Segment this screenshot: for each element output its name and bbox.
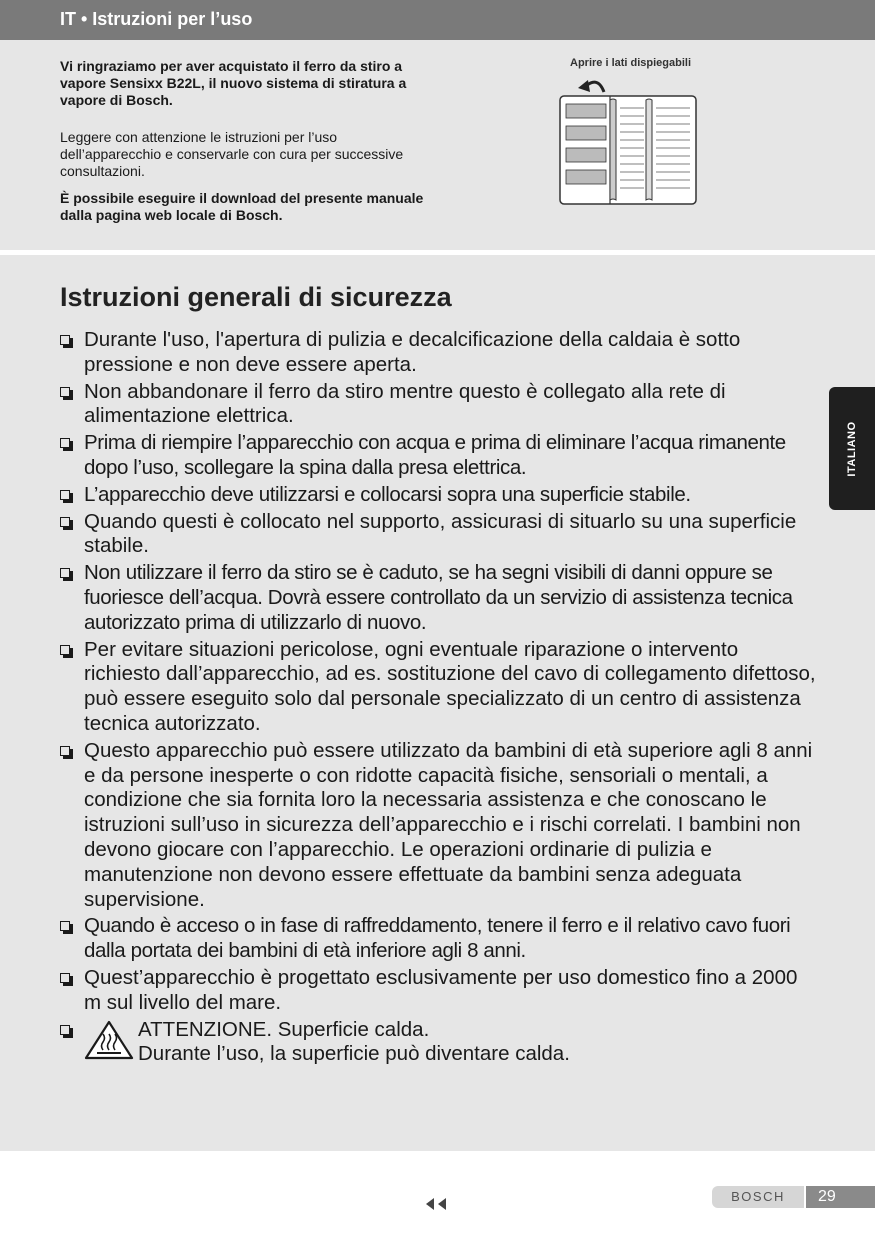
open-book-icon xyxy=(558,76,698,210)
fold-label: Aprire i lati dispiegabili xyxy=(570,57,692,69)
intro-read: Leggere con attenzione le istruzioni per l’uso dell’apparecchio e conservarle con cura per successive consultazioni. xyxy=(60,129,404,179)
checkbox-bullet-icon xyxy=(60,746,70,756)
warning-line-2: Durante l’uso, la superficie può diventare calda. xyxy=(138,1042,570,1066)
hot-surface-warning-icon xyxy=(84,1020,134,1060)
brand-box xyxy=(712,1186,804,1208)
warning-text xyxy=(138,1018,570,1068)
language-label: ITALIANO xyxy=(846,420,858,477)
list-item: Non utilizzare il ferro da stiro se è caduto, se ha segni visibili di danni oppure se fuoriesce dell’acqua. Dovrà essere controllato da un servizio di assistenza tecnica autorizzato prima di utilizzarlo di nuovo. xyxy=(60,561,820,635)
list-item: Quando è acceso o in fase di raffreddamento, tenere il ferro e il relativo cavo fuori dalla portata dei bambini di età inferiore agli 8 anni. xyxy=(60,914,820,964)
warning-item xyxy=(60,1018,820,1068)
list-item: Per evitare situazioni pericolose, ogni eventuale riparazione o intervento richiesto dall’apparecchio, ad es. sostituzione del cavo di collegamento difettoso, può essere eseguito solo dal personale specializzato di un centro di assistenza tecnica autorizzato. xyxy=(60,638,820,737)
list-item: Quest’apparecchio è progettato esclusivamente per uso domestico fino a 2000 m sul livello del mare. xyxy=(60,966,820,1016)
page-header-title: IT • Istruzioni per l’uso xyxy=(60,9,253,29)
page-number: 29 xyxy=(818,1188,836,1205)
checkbox-bullet-icon xyxy=(60,1025,70,1035)
page-number-box xyxy=(806,1186,875,1208)
checkbox-bullet-icon xyxy=(60,517,70,527)
checkbox-bullet-icon xyxy=(60,387,70,397)
list-item: Non abbandonare il ferro da stiro mentre questo è collegato alla rete di alimentazione elettrica. xyxy=(60,380,820,430)
brand-label: BOSCH xyxy=(731,1189,785,1204)
list-item: Quando questi è collocato nel supporto, assicurasi di situarlo su una superficie stabile. xyxy=(60,510,820,560)
warning-line-1: ATTENZIONE. Superficie calda. xyxy=(138,1017,430,1041)
intro-text xyxy=(60,58,430,234)
list-item: Prima di riempire l’apparecchio con acqua e prima di eliminare l’acqua rimanente dopo l’uso, scollegare la spina dalla presa elettrica. xyxy=(60,431,820,481)
double-arrow-left-icon[interactable] xyxy=(424,1197,450,1211)
safety-section xyxy=(0,255,875,1151)
checkbox-bullet-icon xyxy=(60,568,70,578)
checkbox-bullet-icon xyxy=(60,490,70,500)
checkbox-bullet-icon xyxy=(60,921,70,931)
checkbox-bullet-icon xyxy=(60,973,70,983)
list-item: L’apparecchio deve utilizzarsi e collocarsi sopra una superficie stabile. xyxy=(60,483,820,508)
language-side-tab xyxy=(829,387,875,510)
list-item: Questo apparecchio può essere utilizzato da bambini di età superiore agli 8 anni e da persone inesperte o con ridotte capacità fisiche, sensoriali o mentali, a condizione che sia fornita loro la necessaria assistenza e che conoscano le istruzioni sull’uso in sicurezza dell’apparecchio e i rischi correlati. I bambini non devono giocare con l’apparecchio. Le operazioni ordinarie di pulizia e manutenzione non devono essere effettuate da bambini senza adeguata supervisione. xyxy=(60,739,820,913)
checkbox-bullet-icon xyxy=(60,335,70,345)
header-bar xyxy=(0,0,875,40)
list-item: Durante l'uso, l'apertura di pulizia e decalcificazione della caldaia è sotto pressione e non deve essere aperta. xyxy=(60,328,820,378)
intro-panel xyxy=(0,40,875,250)
intro-thanks: Vi ringraziamo per aver acquistato il ferro da stiro a vapore Sensixx B22L, il nuovo sistema di stiratura a vapore di Bosch. xyxy=(60,58,407,108)
checkbox-bullet-icon xyxy=(60,645,70,655)
section-title: Istruzioni generali di sicurezza xyxy=(60,282,452,312)
checkbox-bullet-icon xyxy=(60,438,70,448)
intro-download: È possibile eseguire il download del presente manuale dalla pagina web locale di Bosch. xyxy=(60,190,424,223)
safety-list xyxy=(60,328,820,1069)
